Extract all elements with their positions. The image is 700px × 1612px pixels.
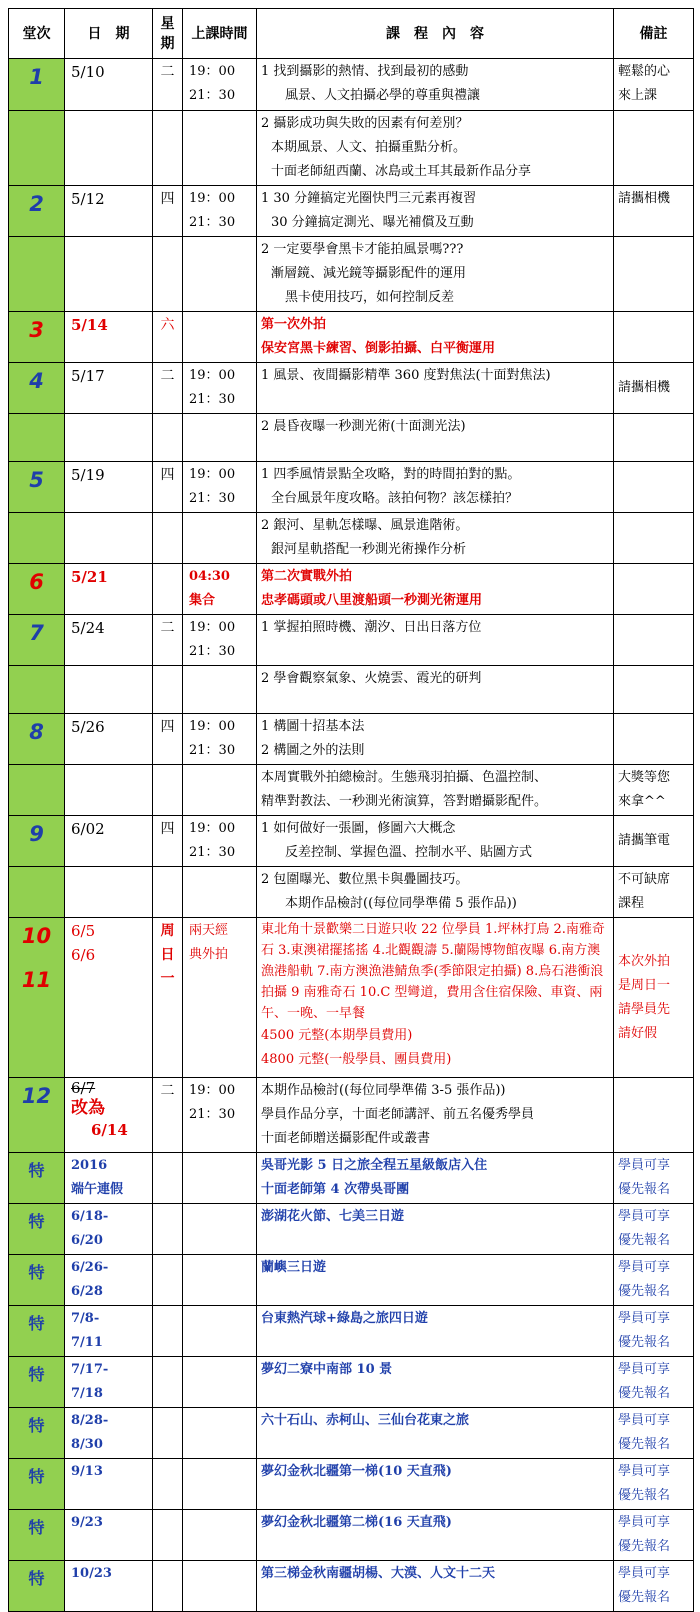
time-cell-empty	[183, 1408, 257, 1459]
day-cell-empty	[153, 414, 183, 462]
note-cell-empty	[614, 615, 694, 666]
content-cell: 1 30 分鐘搞定光圈快門三元素再複習 30 分鐘搞定測光、曝光補償及互動	[257, 186, 614, 237]
day-cell: 六	[153, 312, 183, 363]
date-cell: 7/8- 7/11	[65, 1306, 153, 1357]
content-cell: 六十石山、赤柯山、三仙台花東之旅	[257, 1408, 614, 1459]
day-cell: 二	[153, 363, 183, 414]
time-cell-empty	[183, 867, 257, 918]
header-session: 堂次	[9, 9, 65, 59]
table-row	[9, 1078, 694, 1153]
date-cell-empty	[65, 666, 153, 714]
table-row	[9, 1153, 694, 1204]
content-cell: 第三梯金秋南疆胡楊、大漠、人文十二天	[257, 1561, 614, 1612]
content-cell: 1 四季風情景點全攻略，對的時間拍對的點。 全台風景年度攻略。該拍何物？該怎樣拍？	[257, 462, 614, 513]
time-cell: 兩天經 典外拍	[183, 918, 257, 1078]
session-cell-empty	[9, 867, 65, 918]
time-cell: 19：00 21：30	[183, 816, 257, 867]
session-cell-empty	[9, 765, 65, 816]
session-number: 8	[9, 714, 65, 765]
time-cell-empty	[183, 1306, 257, 1357]
course-schedule-table	[8, 8, 694, 1612]
content-cell: 夢幻二寮中南部 10 景	[257, 1357, 614, 1408]
day-cell-empty	[153, 1459, 183, 1510]
date-cell-empty	[65, 111, 153, 186]
time-cell: 19：00 21：30	[183, 1078, 257, 1153]
note-cell: 大獎等您 來拿^^	[614, 765, 694, 816]
date-cell: 9/23	[65, 1510, 153, 1561]
header-row	[9, 9, 694, 59]
table-row	[9, 1357, 694, 1408]
day-cell-empty	[153, 1153, 183, 1204]
day-cell-empty	[153, 1306, 183, 1357]
session-number: 7	[9, 615, 65, 666]
special-mark: 特	[9, 1459, 65, 1510]
note-cell-empty	[614, 714, 694, 765]
date-cell: 9/13	[65, 1459, 153, 1510]
time-cell-empty	[183, 111, 257, 186]
table-row	[9, 414, 694, 462]
date-cell: 6/5 6/6	[65, 918, 153, 1078]
content-cell: 澎湖花火節、七美三日遊	[257, 1204, 614, 1255]
table-row	[9, 111, 694, 186]
table-row	[9, 615, 694, 666]
day-cell: 四	[153, 186, 183, 237]
time-cell: 19：00 21：30	[183, 186, 257, 237]
session-number: 6	[9, 564, 65, 615]
date-cell: 5/24	[65, 615, 153, 666]
note-cell-empty	[614, 1078, 694, 1153]
date-cell: 5/21	[65, 564, 153, 615]
table-row	[9, 186, 694, 237]
note-cell: 本次外拍 是周日一 請學員先 請好假	[614, 918, 694, 1078]
session-cell-empty	[9, 666, 65, 714]
date-cell-empty	[65, 513, 153, 564]
special-mark: 特	[9, 1408, 65, 1459]
table-row	[9, 666, 694, 714]
day-cell-empty	[153, 1561, 183, 1612]
note-cell-empty	[614, 312, 694, 363]
time-cell-empty	[183, 765, 257, 816]
date-cell: 10/23	[65, 1561, 153, 1612]
note-cell: 學員可享 優先報名	[614, 1408, 694, 1459]
date-cell-empty	[65, 414, 153, 462]
content-cell: 夢幻金秋北疆第二梯(16 天直飛)	[257, 1510, 614, 1561]
table-row	[9, 918, 694, 1078]
time-cell: 04:30 集合	[183, 564, 257, 615]
special-mark: 特	[9, 1153, 65, 1204]
day-cell-empty	[153, 1204, 183, 1255]
time-cell-empty	[183, 1561, 257, 1612]
header-day: 星期	[153, 9, 183, 59]
session-number: 9	[9, 816, 65, 867]
table-row	[9, 59, 694, 111]
table-row	[9, 1204, 694, 1255]
note-cell: 學員可享 優先報名	[614, 1357, 694, 1408]
note-cell: 學員可享 優先報名	[614, 1459, 694, 1510]
content-cell: 1 找到攝影的熱情、找到最初的感動 風景、人文拍攝必學的尊重與禮讓	[257, 59, 614, 111]
table-row	[9, 1459, 694, 1510]
day-cell: 周 日 一	[153, 918, 183, 1078]
time-cell-empty	[183, 1459, 257, 1510]
day-cell-empty	[153, 1510, 183, 1561]
content-cell: 本期作品檢討((每位同學準備 3-5 張作品)) 學員作品分享，十面老師講評、前五名優秀學員 十面老師贈送攝影配件或叢書	[257, 1078, 614, 1153]
time-cell-empty	[183, 513, 257, 564]
note-cell: 請攜筆電	[614, 816, 694, 867]
table-row	[9, 1255, 694, 1306]
day-cell: 四	[153, 816, 183, 867]
content-cell: 本周實戰外拍總檢討。生態飛羽拍攝、色溫控制、 精準對教法、一秒測光術演算，答對贈攝影配件。	[257, 765, 614, 816]
note-cell: 請攜相機	[614, 186, 694, 237]
note-cell: 不可缺席 課程	[614, 867, 694, 918]
table-row	[9, 462, 694, 513]
day-cell: 四	[153, 462, 183, 513]
special-mark: 特	[9, 1357, 65, 1408]
content-cell: 1 掌握拍照時機、潮汐、日出日落方位	[257, 615, 614, 666]
day-cell-empty	[153, 867, 183, 918]
table-row	[9, 312, 694, 363]
table-row	[9, 1561, 694, 1612]
note-cell-empty	[614, 513, 694, 564]
date-cell: 5/26	[65, 714, 153, 765]
session-number: 5	[9, 462, 65, 513]
note-cell: 學員可享 優先報名	[614, 1153, 694, 1204]
content-cell: 1 如何做好一張圖，修圖六大概念 反差控制、掌握色溫、控制水平、貼圖方式	[257, 816, 614, 867]
table-row	[9, 1510, 694, 1561]
note-cell-empty	[614, 111, 694, 186]
session-number: 12	[9, 1078, 65, 1153]
note-cell: 學員可享 優先報名	[614, 1255, 694, 1306]
day-cell-empty	[153, 765, 183, 816]
header-note: 備註	[614, 9, 694, 59]
session-number: 3	[9, 312, 65, 363]
date-cell-empty	[65, 237, 153, 312]
note-cell: 請攜相機	[614, 363, 694, 414]
day-cell: 四	[153, 714, 183, 765]
date-new: 6/14	[91, 1121, 128, 1139]
session-number: 2	[9, 186, 65, 237]
date-cell: 5/14	[65, 312, 153, 363]
time-cell: 19：00 21：30	[183, 462, 257, 513]
date-old: 6/7	[71, 1079, 96, 1097]
session-number: 10 11	[9, 918, 65, 1078]
date-cell: 6/02	[65, 816, 153, 867]
time-cell-empty	[183, 237, 257, 312]
day-cell: 二	[153, 59, 183, 111]
day-cell-empty	[153, 666, 183, 714]
note-cell: 學員可享 優先報名	[614, 1204, 694, 1255]
table-row	[9, 363, 694, 414]
day-cell: 二	[153, 1078, 183, 1153]
date-correction-label: 改為	[71, 1098, 105, 1118]
table-row	[9, 714, 694, 765]
session-number: 1	[9, 59, 65, 111]
table-row	[9, 765, 694, 816]
date-cell: 5/10	[65, 59, 153, 111]
time-cell-empty	[183, 666, 257, 714]
date-cell-empty	[65, 867, 153, 918]
content-cell: 吳哥光影 5 日之旅全程五星級飯店入住 十面老師第 4 次帶吳哥團	[257, 1153, 614, 1204]
note-cell-empty	[614, 666, 694, 714]
special-mark: 特	[9, 1561, 65, 1612]
date-cell: 5/12	[65, 186, 153, 237]
note-cell-empty	[614, 462, 694, 513]
date-cell: 7/17- 7/18	[65, 1357, 153, 1408]
table-row	[9, 237, 694, 312]
note-cell-empty	[614, 237, 694, 312]
note-cell: 輕鬆的心 來上課	[614, 59, 694, 111]
table-row	[9, 867, 694, 918]
date-cell: 5/17	[65, 363, 153, 414]
special-mark: 特	[9, 1204, 65, 1255]
table-row	[9, 513, 694, 564]
day-cell-empty	[153, 111, 183, 186]
table-row	[9, 1306, 694, 1357]
note-cell: 學員可享 優先報名	[614, 1561, 694, 1612]
day-cell-empty	[153, 564, 183, 615]
time-cell: 19：00 21：30	[183, 59, 257, 111]
content-cell: 2 學會觀察氣象、火燒雲、霞光的研判	[257, 666, 614, 714]
content-cell: 1 構圖十招基本法 2 構圖之外的法則	[257, 714, 614, 765]
content-cell: 第二次實戰外拍 忠孝碼頭或八里渡船頭一秒測光術運用	[257, 564, 614, 615]
header-time: 上課時間	[183, 9, 257, 59]
time-cell: 19：00 21：30	[183, 363, 257, 414]
day-cell-empty	[153, 237, 183, 312]
day-cell-empty	[153, 1408, 183, 1459]
date-cell: 6/26- 6/28	[65, 1255, 153, 1306]
time-cell: 19：00 21：30	[183, 714, 257, 765]
note-cell-empty	[614, 414, 694, 462]
session-cell-empty	[9, 513, 65, 564]
content-cell: 第一次外拍 保安宮黑卡練習、倒影拍攝、白平衡運用	[257, 312, 614, 363]
special-mark: 特	[9, 1306, 65, 1357]
content-cell: 台東熱汽球+綠島之旅四日遊	[257, 1306, 614, 1357]
day-cell-empty	[153, 1255, 183, 1306]
session-cell-empty	[9, 237, 65, 312]
session-number: 4	[9, 363, 65, 414]
date-cell: 6/18- 6/20	[65, 1204, 153, 1255]
header-date: 日 期	[65, 9, 153, 59]
day-cell-empty	[153, 513, 183, 564]
content-cell: 2 攝影成功與失敗的因素有何差別？ 本期風景、人文、拍攝重點分析。 十面老師紐西蘭、冰島或土耳其最新作品分享	[257, 111, 614, 186]
time-cell-empty	[183, 414, 257, 462]
content-cell: 東北角十景歡樂二日遊只收 22 位學員 1.坪林打鳥 2.南雅奇石 3.東澳裙擺搖搖 4.北觀觀濤 5.蘭陽博物館夜曝 6.南方澳漁港船軌 7.南方澳漁港鯖魚季(季節限定拍攝) 8.烏石港衝浪拍攝 9 南雅奇石 10.C 型彎道，費用含住宿保險、車資、兩午、一晚、一早餐 4500 元整(本期學員費用) 4800 元整(一般學員、團員費用)	[257, 918, 614, 1078]
time-cell-empty	[183, 1153, 257, 1204]
note-cell: 學員可享 優先報名	[614, 1306, 694, 1357]
table-row	[9, 1408, 694, 1459]
time-cell-empty	[183, 1204, 257, 1255]
date-cell: 8/28- 8/30	[65, 1408, 153, 1459]
date-cell: 2016 端午連假	[65, 1153, 153, 1204]
time-cell-empty	[183, 312, 257, 363]
date-cell: 5/19	[65, 462, 153, 513]
table-row	[9, 816, 694, 867]
date-cell	[65, 1078, 153, 1153]
time-cell-empty	[183, 1357, 257, 1408]
day-cell: 二	[153, 615, 183, 666]
content-cell: 2 晨昏夜曝一秒測光術(十面測光法)	[257, 414, 614, 462]
day-cell-empty	[153, 1357, 183, 1408]
special-mark: 特	[9, 1255, 65, 1306]
table-row	[9, 564, 694, 615]
special-mark: 特	[9, 1510, 65, 1561]
content-cell: 2 銀河、星軌怎樣曝、風景進階術。 銀河星軌搭配一秒測光術操作分析	[257, 513, 614, 564]
time-cell: 19：00 21：30	[183, 615, 257, 666]
session-cell-empty	[9, 111, 65, 186]
note-cell-empty	[614, 564, 694, 615]
time-cell-empty	[183, 1255, 257, 1306]
header-content: 課 程 內 容	[257, 9, 614, 59]
date-cell-empty	[65, 765, 153, 816]
content-cell: 1 風景、夜間攝影精準 360 度對焦法(十面對焦法)	[257, 363, 614, 414]
session-cell-empty	[9, 414, 65, 462]
note-cell: 學員可享 優先報名	[614, 1510, 694, 1561]
content-cell: 蘭嶼三日遊	[257, 1255, 614, 1306]
content-cell: 2 一定要學會黑卡才能拍風景嗎??? 漸層鏡、減光鏡等攝影配件的運用 黑卡使用技巧，如何控制反差	[257, 237, 614, 312]
content-cell: 2 包圍曝光、數位黑卡與疊圖技巧。 本期作品檢討((每位同學準備 5 張作品))	[257, 867, 614, 918]
content-cell: 夢幻金秋北疆第一梯(10 天直飛)	[257, 1459, 614, 1510]
time-cell-empty	[183, 1510, 257, 1561]
